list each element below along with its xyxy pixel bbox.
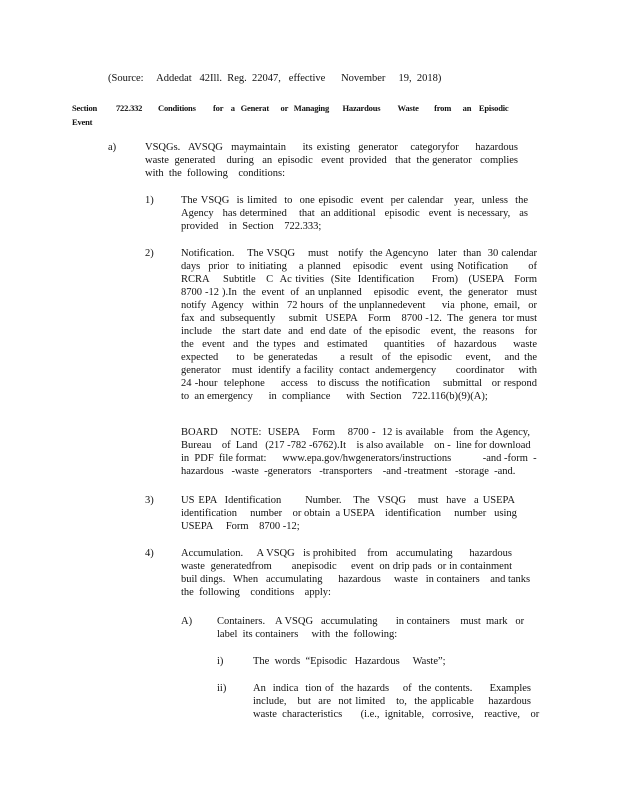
paragraph-line: 24 -hour telephone access to discuss the notification submittal or respond (181, 378, 537, 389)
paragraph-ii (253, 682, 540, 721)
paragraph-line: identification number or obtain a USEPA identification number using (181, 508, 517, 519)
paragraph-line: USEPA Form 8700 -12; (181, 521, 300, 532)
paragraph-line: An indica tion of the hazards of the contents. Examples (253, 683, 531, 694)
paragraph-line: generator must identify a facility contact andemergency coordinator with (181, 365, 537, 376)
source-note: (Source: Addedat 42Ill. Reg. 22047, effective November 19, 2018) (108, 73, 442, 84)
paragraph-line: US EPA Identification Number. The VSQG must have a USEPA (181, 495, 515, 506)
paragraph-line: Agency has determined that an additional episodic event is necessary, as (181, 208, 528, 219)
board-note (181, 426, 537, 478)
paragraph-line: with the following conditions: (145, 168, 285, 179)
paragraph-line: days prior to initiating a planned episodic event using Notification of (181, 261, 537, 272)
paragraph-1 (181, 194, 528, 233)
paragraph-line: the following conditions apply: (181, 587, 331, 598)
paragraph-line: The words “Episodic Hazardous Waste”; (253, 656, 446, 667)
item-label: 3) (145, 495, 154, 506)
paragraph-line: RCRA Subtitle C Ac tivities (Site Identification From) (USEPA Form (181, 274, 537, 285)
paragraph-a (145, 141, 518, 180)
paragraph-line: Accumulation. A VSQG is prohibited from accumulating hazardous (181, 548, 512, 559)
paragraph-line: include, but are not limited to, the applicable hazardous (253, 696, 531, 707)
paragraph-line: Containers. A VSQG accumulating in containers must mark or (217, 616, 525, 627)
paragraph-line: hazardous -waste -generators -transporters -and -treatment -storage -and. (181, 466, 516, 477)
paragraph-line: Bureau of Land (217 -782 -6762).It is also available on - line for download (181, 440, 531, 451)
paragraph-A (217, 615, 525, 641)
paragraph-line: expected to be generatedas a result of the episodic event, and the (181, 352, 537, 363)
paragraph-line: provided in Section 722.333; (181, 221, 322, 232)
paragraph-line: waste generated during an episodic event provided that the generator complies (145, 155, 518, 166)
paragraph-line: VSQGs. AVSQG maymaintain its existing generator categoryfor hazardous (145, 142, 518, 153)
paragraph-line: label its containers with the following: (217, 629, 398, 640)
item-label: a) (108, 142, 117, 153)
item-label: i) (217, 656, 224, 667)
section-number: 722.332 (116, 103, 143, 113)
paragraph-line: buil dings. When accumulating hazardous waste in containers and tanks (181, 574, 531, 585)
paragraph-line: fax and subsequently submit USEPA Form 8700 -12. The genera tor must (181, 313, 537, 324)
item-label: 4) (145, 548, 154, 559)
item-label: 2) (145, 248, 154, 259)
item-label: A) (181, 616, 193, 627)
paragraph-line: waste generatedfrom anepisodic event on drip pads or in containment (181, 561, 512, 572)
paragraph-line: waste characteristics (i.e., ignitable, corrosive, reactive, or (253, 709, 540, 720)
item-label: 1) (145, 195, 154, 206)
paragraph-3 (181, 494, 515, 533)
paragraph-line: The VSQG is limited to one episodic event per calendar year, unless the (181, 195, 528, 206)
paragraph-line: 8700 -12 ).In the event of an unplanned episodic event, the generator must (181, 287, 537, 298)
paragraph-line: in PDF file format: www.epa.gov/hwgenerators/instructions -and -form - (181, 453, 537, 464)
section-title-continued: Event (72, 117, 93, 127)
section-label: Section (72, 103, 98, 113)
section-title: Conditions for a Generat or Managing Hazardous Waste from an Episodic (158, 103, 509, 113)
paragraph-4 (181, 547, 531, 599)
item-label: ii) (217, 683, 227, 694)
paragraph-line: notify Agency within 72 hours of the unplannedevent via phone, email, or (181, 300, 537, 311)
paragraph-line: BOARD NOTE: USEPA Form 8700 - 12 is available from the Agency, (181, 427, 530, 438)
paragraph-line: the event and the types and estimated quantities of hazardous waste (181, 339, 537, 350)
paragraph-i (253, 655, 553, 668)
paragraph-line: Notification. The VSQG must notify the Agencyno later than 30 calendar (181, 248, 537, 259)
paragraph-2 (181, 247, 537, 403)
paragraph-line: include the start date and end date of the episodic event, the reasons for (181, 326, 537, 337)
paragraph-line: to an emergency in compliance with Section 722.116(b)(9)(A); (181, 391, 488, 402)
